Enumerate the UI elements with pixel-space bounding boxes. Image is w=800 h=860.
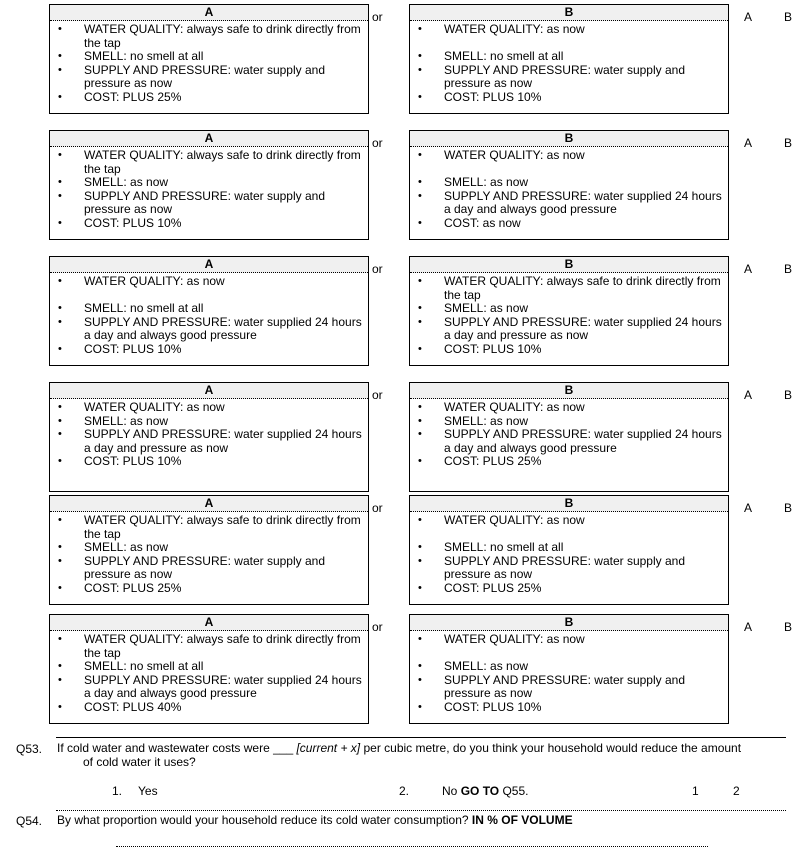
attribute-item: • COST: as now [410,217,722,231]
attribute-item: • SUPPLY AND PRESSURE: water supplied 24 hours a day and pressure as now [50,428,362,455]
option-b-box [409,256,729,366]
option-b-header: B [410,615,728,631]
attribute-item: • COST: PLUS 10% [50,343,362,357]
attribute-item: • WATER QUALITY: as now [410,514,722,541]
attribute-item: • COST: PLUS 10% [410,343,722,357]
choice-set [0,614,800,724]
attribute-item: • WATER QUALITY: always safe to drink directly from the tap [50,514,362,541]
answer-code-a[interactable]: A [744,620,753,634]
attribute-item: • COST: PLUS 25% [50,91,362,105]
attribute-item: • SMELL: no smell at all [50,50,362,64]
answer-code-a[interactable]: A [744,501,753,515]
q53-code-2[interactable]: 2 [733,784,740,798]
answer-code-b[interactable]: B [784,10,793,24]
choice-set [0,256,800,366]
answer-code-a[interactable]: A [744,388,753,402]
attribute-item: • WATER QUALITY: always safe to drink directly from the tap [50,633,362,660]
separator-rule [56,737,786,738]
attribute-list [50,147,368,230]
attribute-item: • SMELL: no smell at all [50,660,362,674]
attribute-item: • COST: PLUS 25% [410,582,722,596]
attribute-item: • WATER QUALITY: always safe to drink directly from the tap [50,23,362,50]
attribute-item: • SMELL: as now [410,176,722,190]
choice-set [0,130,800,240]
attribute-list [50,631,368,714]
choice-set [0,382,800,492]
q53-option-1-number: 1. [112,784,123,798]
attribute-item: • SUPPLY AND PRESSURE: water supply and pressure as now [50,555,362,582]
attribute-item: • SMELL: as now [50,415,362,429]
or-label: or [372,620,383,634]
option-b-header: B [410,496,728,512]
or-label: or [372,262,383,276]
option-b-box [409,614,729,724]
attribute-item: • SUPPLY AND PRESSURE: water supply and pressure as now [410,674,722,701]
separator-dotted [56,810,786,811]
attribute-list [50,399,368,469]
attribute-item: • WATER QUALITY: as now [410,633,722,660]
or-label: or [372,136,383,150]
answer-code-b[interactable]: B [784,388,793,402]
attribute-item: • WATER QUALITY: as now [50,401,362,415]
attribute-item: • SMELL: no smell at all [50,302,362,316]
option-a-box [49,130,369,240]
attribute-item: • SMELL: as now [410,302,722,316]
attribute-item: • COST: PLUS 10% [410,91,722,105]
answer-code-b[interactable]: B [784,262,793,276]
option-a-box [49,495,369,605]
option-a-header: A [50,383,368,399]
answer-code-b[interactable]: B [784,620,793,634]
attribute-item: • COST: PLUS 40% [50,701,362,715]
option-b-header: B [410,131,728,147]
attribute-item: • WATER QUALITY: always safe to drink directly from the tap [50,149,362,176]
attribute-item: • COST: PLUS 25% [410,455,722,469]
answer-code-a[interactable]: A [744,262,753,276]
option-a-box [49,614,369,724]
q53-text-italic: [current + x] [296,741,361,755]
attribute-list [50,273,368,356]
option-b-header: B [410,383,728,399]
option-b-header: B [410,257,728,273]
or-label: or [372,388,383,402]
choice-set [0,4,800,114]
attribute-item: • WATER QUALITY: as now [50,275,362,302]
choice-set [0,495,800,605]
option-a-box [49,256,369,366]
attribute-item: • SUPPLY AND PRESSURE: water supplied 24 hours a day and always good pressure [50,674,362,701]
attribute-item: • SMELL: as now [410,660,722,674]
attribute-list [410,631,728,714]
q53-text-after: per cubic metre, do you think your household would reduce the amount [360,741,742,755]
q54-answer-line[interactable] [116,846,708,847]
option-a-header: A [50,131,368,147]
answer-code-a[interactable]: A [744,136,753,150]
q54-number: Q54. [16,814,43,828]
attribute-item: • SUPPLY AND PRESSURE: water supply and pressure as now [50,64,362,91]
attribute-list [410,273,728,356]
q53-code-1[interactable]: 1 [692,784,699,798]
q53-goto: GO TO [460,784,500,798]
answer-code-b[interactable]: B [784,136,793,150]
option-a-box [49,4,369,114]
or-label: or [372,10,383,24]
attribute-item: • COST: PLUS 25% [50,582,362,596]
option-a-box [49,382,369,492]
attribute-list [410,399,728,469]
q53-option-no[interactable] [442,784,529,798]
option-a-header: A [50,615,368,631]
q54-instruction: IN % OF VOLUME [471,813,573,827]
attribute-list [410,21,728,104]
q53-text-line2: of cold water it uses? [83,754,196,769]
answer-code-a[interactable]: A [744,10,753,24]
option-a-header: A [50,257,368,273]
attribute-item: • WATER QUALITY: always safe to drink directly from the tap [410,275,722,302]
attribute-item: • SUPPLY AND PRESSURE: water supplied 24 hours a day and always good pressure [410,428,722,455]
option-b-box [409,495,729,605]
attribute-item: • WATER QUALITY: as now [410,401,722,415]
attribute-item: • SMELL: as now [50,176,362,190]
option-b-box [409,130,729,240]
attribute-item: • SUPPLY AND PRESSURE: water supply and pressure as now [410,64,722,91]
attribute-item: • COST: PLUS 10% [410,701,722,715]
option-b-box [409,4,729,114]
q53-question [57,742,785,769]
q54-text: By what proportion would your household reduce its cold water consumption? [57,813,472,827]
q53-option-2-number: 2. [399,784,410,798]
attribute-item: • COST: PLUS 10% [50,217,362,231]
attribute-item: • SUPPLY AND PRESSURE: water supplied 24 hours a day and always good pressure [410,190,722,217]
attribute-item: • SUPPLY AND PRESSURE: water supplied 24 hours a day and always good pressure [50,316,362,343]
option-b-box [409,382,729,492]
q54-question [57,814,785,828]
attribute-list [50,21,368,104]
attribute-item: • COST: PLUS 10% [50,455,362,469]
option-a-header: A [50,496,368,512]
attribute-list [410,147,728,230]
attribute-item: • SUPPLY AND PRESSURE: water supply and pressure as now [50,190,362,217]
q53-text-before: If cold water and wastewater costs were ___ [57,741,297,755]
attribute-list [410,512,728,595]
attribute-item: • SUPPLY AND PRESSURE: water supplied 24 hours a day and pressure as now [410,316,722,343]
option-b-header: B [410,5,728,21]
attribute-item: • SMELL: as now [50,541,362,555]
q53-number: Q53. [16,742,43,756]
attribute-item: • SUPPLY AND PRESSURE: water supply and pressure as now [410,555,722,582]
attribute-item: • SMELL: no smell at all [410,541,722,555]
option-a-header: A [50,5,368,21]
q53-option-yes[interactable]: Yes [138,784,158,798]
answer-code-b[interactable]: B [784,501,793,515]
attribute-list [50,512,368,595]
or-label: or [372,501,383,515]
q53-goto-target: Q55. [499,784,529,798]
q53-option-no-label: No [442,784,461,798]
attribute-item: • SMELL: as now [410,415,722,429]
attribute-item: • WATER QUALITY: as now [410,23,722,50]
attribute-item: • WATER QUALITY: as now [410,149,722,176]
attribute-item: • SMELL: no smell at all [410,50,722,64]
